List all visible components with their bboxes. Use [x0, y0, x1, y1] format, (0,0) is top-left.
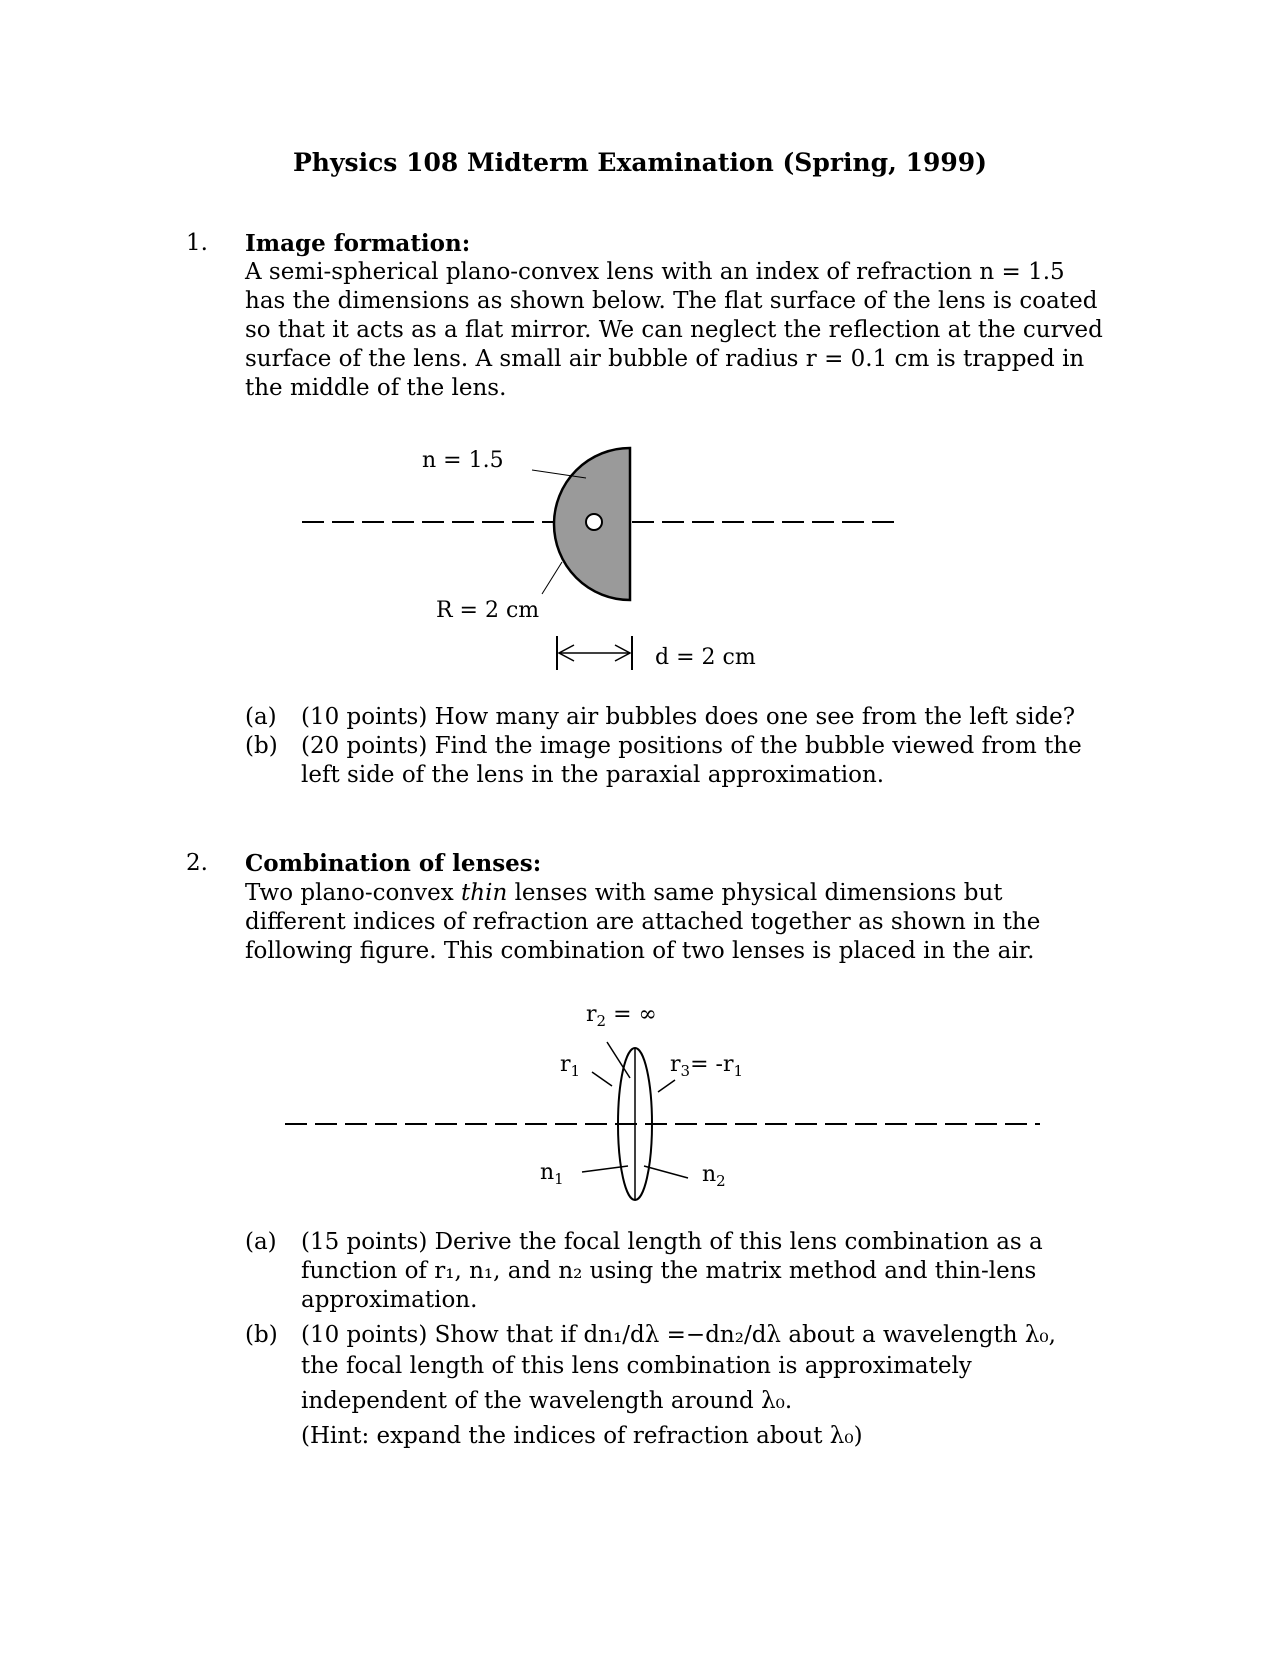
q2a-text: (15 points) Derive the focal length of this lens combination as a	[301, 1229, 1043, 1255]
r2-label: $r_2$ = ∞	[586, 1002, 657, 1030]
r3-pointer	[658, 1080, 675, 1092]
q2-line: following figure. This combination of two lenses is placed in the air.	[245, 938, 1035, 964]
q1-line: surface of the lens. A small air bubble of radius r = 0.1 cm is trapped in	[245, 346, 1085, 372]
q2-line: different indices of refraction are attached together as shown in the	[245, 909, 1041, 935]
r1-pointer	[592, 1072, 612, 1086]
d-arrowhead-left	[559, 645, 574, 661]
n1-pointer	[582, 1166, 628, 1172]
q1a-letter: (a)	[245, 704, 277, 730]
q1a-text: (10 points) How many air bubbles does one see from the left side?	[301, 704, 1076, 730]
n1-label: $n_1$	[540, 1160, 564, 1188]
hemispherical-lens	[554, 448, 630, 600]
q2-body	[245, 879, 1040, 966]
n-leader-line	[532, 470, 586, 478]
r3-label: $r_3= -r_1$	[670, 1052, 744, 1080]
thin-emphasis: thin	[461, 880, 508, 906]
q2-line: Two plano-convex thin lenses with same physical dimensions but	[245, 880, 1003, 906]
d-label: d = 2 cm	[655, 645, 756, 670]
r-leader-line	[542, 562, 562, 594]
q2a-text: function of r₁, n₁, and n₂ using the matrix method and thin-lens	[301, 1258, 1037, 1284]
q2a-letter: (a)	[245, 1229, 277, 1255]
q2-number: 2.	[186, 850, 208, 876]
q1-line: A semi-spherical plano-convex lens with an index of refraction n = 1.5	[245, 259, 1065, 285]
air-bubble	[586, 514, 602, 530]
q2b-hint: (Hint: expand the indices of refraction about λ₀)	[301, 1423, 863, 1449]
q1b-text: (20 points) Find the image positions of the bubble viewed from the	[301, 733, 1082, 759]
q1-body	[245, 258, 1103, 403]
lens-combination	[618, 1048, 652, 1200]
n2-label: $n_2$	[702, 1162, 726, 1190]
q2-heading: Combination of lenses:	[245, 850, 542, 877]
n2-pointer	[644, 1166, 688, 1178]
q1b-letter: (b)	[245, 733, 278, 759]
r2-pointer	[607, 1042, 630, 1078]
q1-heading: Image formation:	[245, 230, 471, 257]
r-label: R = 2 cm	[436, 598, 540, 623]
page-title: Physics 108 Midterm Examination (Spring, 1999)	[293, 148, 987, 177]
q2b-text: the focal length of this lens combination is approximately	[301, 1353, 972, 1379]
q2a-text: approximation.	[301, 1287, 478, 1313]
q2b-text: independent of the wavelength around λ₀.	[301, 1388, 793, 1414]
d-arrowhead-right	[615, 645, 630, 661]
r1-label: $r_1$	[560, 1052, 581, 1080]
q1-line: has the dimensions as shown below. The flat surface of the lens is coated	[245, 288, 1098, 314]
q1-number: 1.	[186, 230, 208, 256]
q1b-text: left side of the lens in the paraxial approximation.	[301, 762, 885, 788]
q2b-text: (10 points) Show that if dn₁/dλ =−dn₂/dλ about a wavelength λ₀,	[301, 1322, 1056, 1348]
q1-line: so that it acts as a flat mirror. We can neglect the reflection at the curved	[245, 317, 1103, 343]
q2b-letter: (b)	[245, 1322, 278, 1348]
n-label: n = 1.5	[422, 448, 504, 473]
q1-line: the middle of the lens.	[245, 375, 507, 401]
